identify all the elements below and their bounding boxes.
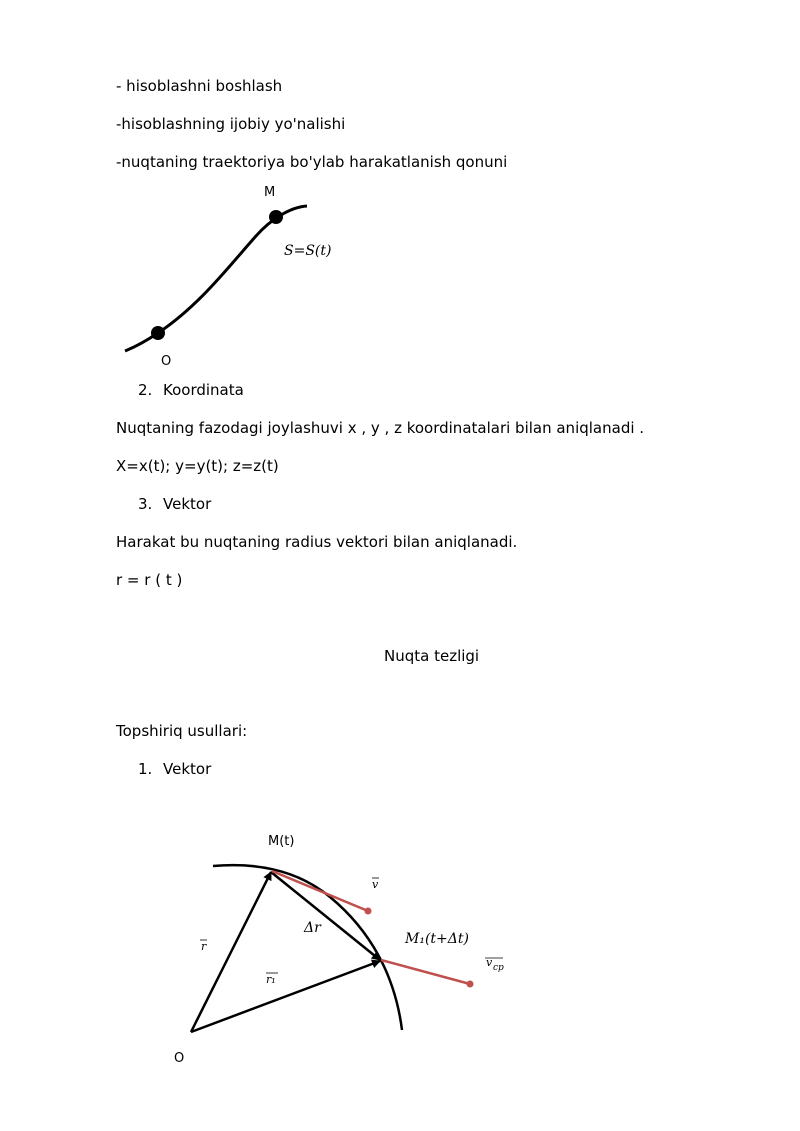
velocity-vector [272,871,368,911]
paragraph-coordinates: Nuqtaning fazodagi joylashuvi x , y , z koordinatalari bilan aniqlanadi . [116,419,645,437]
label-o-origin: O [174,1051,185,1066]
paragraph-vector: Harakat bu nuqtaning radius vektori bilan aniqlanadi. [116,533,518,551]
label-mt: M(t) [268,834,295,849]
label-r1: r₁ [266,973,276,986]
label-o: O [161,354,172,369]
line-motion-law: -nuqtaning traektoriya bo'ylab harakatlanish qonuni [116,153,508,171]
radius-vector-r1 [191,961,380,1032]
label-delta-r: Δr [304,920,321,936]
average-velocity-vector [381,960,470,984]
line-positive-direction: -hisoblashning ijobiy yo'nalishi [116,115,346,133]
delta-r-vector [271,872,380,960]
equation-vector: r = r ( t ) [116,571,183,589]
label-m1: M₁(t+Δt) [405,931,469,947]
formula-s: S=S(t) [284,243,332,259]
velocity-arrow-tip [365,908,372,915]
list-number-3: 3. [138,495,153,513]
equation-coordinates: X=x(t); y=y(t); z=z(t) [116,457,279,475]
list-item-vektor-method: Vektor [163,760,212,778]
section-heading: Nuqta tezligi [384,647,480,665]
label-vcp: v [486,956,493,969]
list-number-2: 2. [138,381,153,399]
list-number-1: 1. [138,760,153,778]
methods-heading: Topshiriq usullari: [116,722,248,740]
line-start-point: - hisoblashni boshlash [116,77,283,95]
average-velocity-arrow-tip [467,981,474,988]
label-m: M [264,185,276,200]
list-item-vektor: Vektor [163,495,212,513]
label-r: r [201,940,207,953]
label-vcp-sub: cp [493,963,504,973]
label-v: v [372,878,379,891]
list-item-koordinata: Koordinata [163,381,244,399]
